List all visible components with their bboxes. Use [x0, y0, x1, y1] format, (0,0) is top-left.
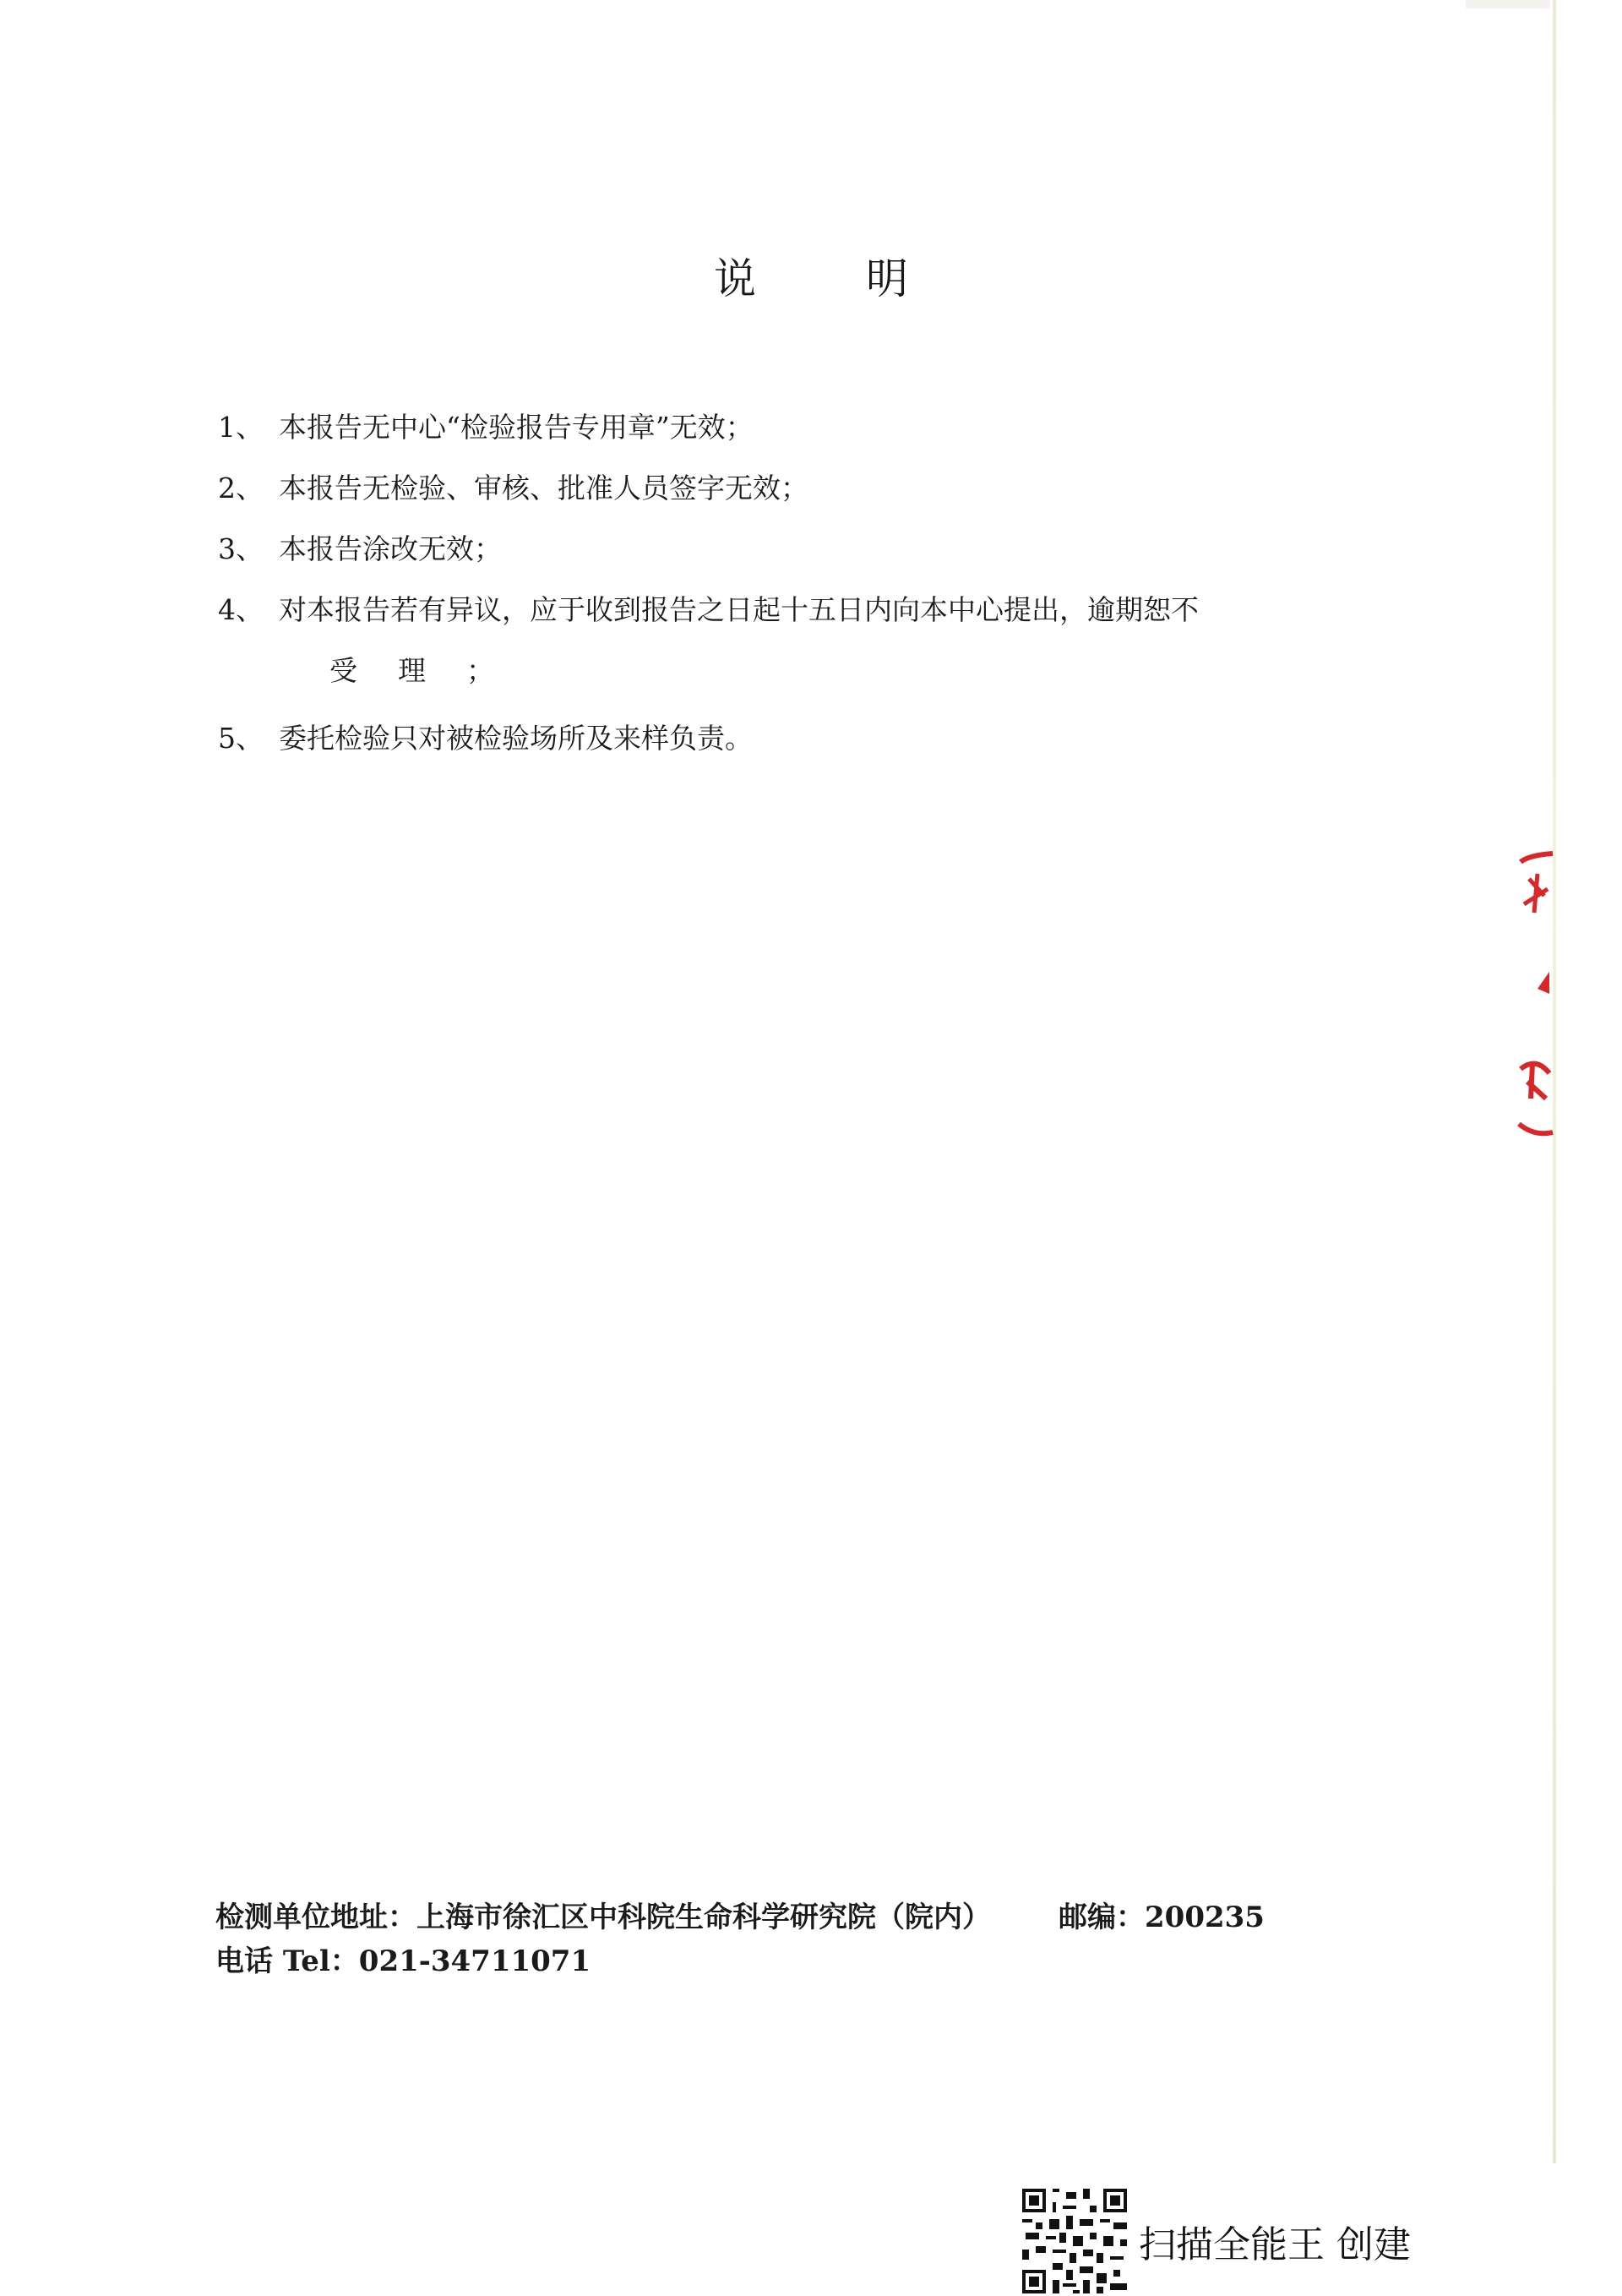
- title-char-1: 说: [714, 254, 756, 303]
- watermark-text: 扫描全能王 创建: [1139, 2223, 1411, 2266]
- note-number: 1、: [218, 411, 264, 444]
- note-text: 本报告无检验、审核、批准人员签字无效；: [279, 472, 808, 504]
- page-title: [0, 245, 1622, 306]
- title-char-2: 明: [866, 254, 908, 303]
- note-item-4: [218, 580, 1401, 701]
- note-text: 本报告无中心“检验报告专用章”无效；: [279, 411, 754, 444]
- footer-postcode: 邮编：200235: [1059, 1901, 1265, 1934]
- note-text-block: [279, 580, 1401, 701]
- note-number: 5、: [218, 722, 264, 755]
- footer-address: 检测单位地址：上海市徐汇区中科院生命科学研究院（院内）: [215, 1901, 991, 1934]
- scan-edge-top: [1466, 0, 1550, 8]
- note-text: 本报告涂改无效；: [279, 532, 502, 565]
- note-number: 3、: [218, 532, 264, 565]
- note-text-continuation: 受理；: [329, 654, 535, 687]
- notes-list: [218, 397, 1401, 769]
- note-item-5: [218, 708, 1401, 769]
- note-text: 委托检验只对被检验场所及来样负责。: [279, 722, 753, 755]
- note-item-2: [218, 458, 1401, 519]
- footer-phone: 电话 Tel：021-34711071: [215, 1944, 591, 1978]
- note-item-3: [218, 519, 1401, 580]
- footer-contact: [215, 1895, 1265, 1983]
- scanner-watermark: [1022, 2189, 1411, 2293]
- footer-address-line: [215, 1895, 1265, 1939]
- red-stamp-fragment: [1512, 845, 1554, 1149]
- note-number: 4、: [218, 593, 264, 626]
- qr-code-icon: [1022, 2189, 1127, 2293]
- note-number: 2、: [218, 472, 264, 504]
- note-text: 对本报告若有异议，应于收到报告之日起十五日内向本中心提出，逾期恕不: [279, 593, 1199, 626]
- note-item-1: [218, 397, 1401, 458]
